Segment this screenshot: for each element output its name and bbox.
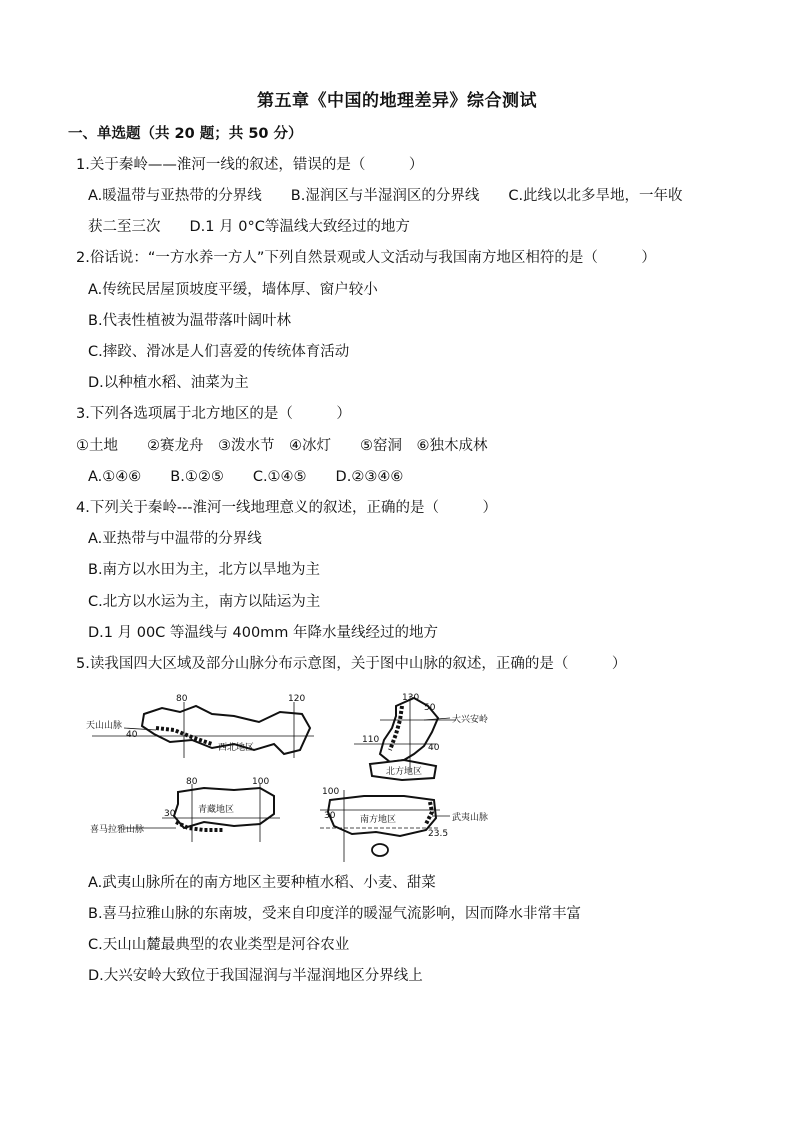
qingzang-panel [90, 777, 280, 842]
wuyi-label: 武夷山脉 [452, 813, 489, 823]
question-4-option-c: C.北方以水运为主，南方以陆运为主 [88, 594, 321, 610]
question-4-option-d: D.1 月 00C 等温线与 400mm 年降水量线经过的地方 [88, 625, 439, 641]
question-3-stem: 3.下列各选项属于北方地区的是（ ） [76, 406, 351, 422]
question-3-options: A.①④⑥ B.①②⑤ C.①④⑤ D.②③④⑥ [88, 469, 404, 485]
south-lat-label-1: 30 [324, 811, 336, 821]
question-5-option-d: D.大兴安岭大致位于我国湿润与半湿润地区分界线上 [88, 968, 423, 984]
qingzang-lon-label-2: 100 [252, 777, 270, 787]
north-lat-label-1: 50 [424, 703, 436, 713]
north-lon-label-1: 130 [402, 693, 420, 703]
question-1-options-line-2: 获二至三次 D.1 月 0°C等温线大致经过的地方 [88, 219, 410, 235]
question-2-option-d: D.以种植水稻、油菜为主 [88, 375, 249, 391]
northwest-lon-label-1: 80 [176, 694, 188, 704]
regions-map-svg [84, 692, 524, 867]
south-lat-label-2: 23.5 [428, 829, 449, 839]
northwest-panel [86, 694, 314, 758]
question-4-stem: 4.下列关于秦岭---淮河一线地理意义的叙述，正确的是（ ） [76, 500, 498, 516]
north-region-label: 北方地区 [386, 767, 423, 777]
himalaya-label: 喜马拉雅山脉 [90, 825, 145, 835]
question-2-option-c: C.摔跤、滑冰是人们喜爱的传统体育活动 [88, 344, 350, 360]
hainan-island-outline [372, 844, 388, 856]
tianshan-label: 天山山脉 [86, 721, 123, 731]
section-heading: 一、单选题（共 20 题；共 50 分） [68, 126, 303, 142]
question-2-option-b: B.代表性植被为温带落叶阔叶林 [88, 313, 292, 329]
document-title: 第五章《中国的地理差异》综合测试 [257, 91, 537, 111]
question-5-option-b: B.喜马拉雅山脉的东南坡，受来自印度洋的暖湿气流影响，因而降水非常丰富 [88, 906, 582, 922]
question-4-option-b: B.南方以水田为主，北方以旱地为主 [88, 562, 321, 578]
question-1-options-line-1: A.暖温带与亚热带的分界线 B.湿润区与半湿润区的分界线 C.此线以北多旱地，一年收 [88, 188, 683, 204]
question-3-items: ①土地 ②赛龙舟 ③泼水节 ④冰灯 ⑤窑洞 ⑥独木成林 [76, 438, 488, 454]
question-4-option-a: A.亚热带与中温带的分界线 [88, 531, 262, 547]
north-panel [354, 693, 488, 780]
regions-map-figure [84, 692, 524, 867]
question-5-option-a: A.武夷山脉所在的南方地区主要种植水稻、小麦、甜菜 [88, 875, 436, 891]
question-5-stem: 5.读我国四大区域及部分山脉分布示意图，关于图中山脉的叙述，正确的是（ ） [76, 656, 627, 672]
question-5-option-c: C.天山山麓最典型的农业类型是河谷农业 [88, 937, 350, 953]
question-2-option-a: A.传统民居屋顶坡度平缓，墙体厚、窗户较小 [88, 282, 378, 298]
south-region-label: 南方地区 [360, 815, 397, 825]
daxinganling-label: 大兴安岭 [452, 715, 489, 725]
north-lat-label-2: 40 [428, 743, 440, 753]
northwest-lon-label-2: 120 [288, 694, 306, 704]
qingzang-region-label: 青藏地区 [198, 805, 235, 815]
qingzang-lon-label-1: 80 [186, 777, 198, 787]
qingzang-lat-label: 30 [164, 809, 176, 819]
question-1-stem: 1.关于秦岭——淮河一线的叙述，错误的是（ ） [76, 157, 424, 173]
north-lon-label-2: 110 [362, 735, 380, 745]
northwest-region-label: 西北地区 [218, 743, 255, 753]
south-lon-label: 100 [322, 787, 340, 797]
south-panel [320, 787, 488, 862]
question-2-stem: 2.俗话说：“一方水养一方人”下列自然景观或人文活动与我国南方地区相符的是（ ） [76, 250, 656, 266]
northwest-lat-label: 40 [126, 730, 138, 740]
